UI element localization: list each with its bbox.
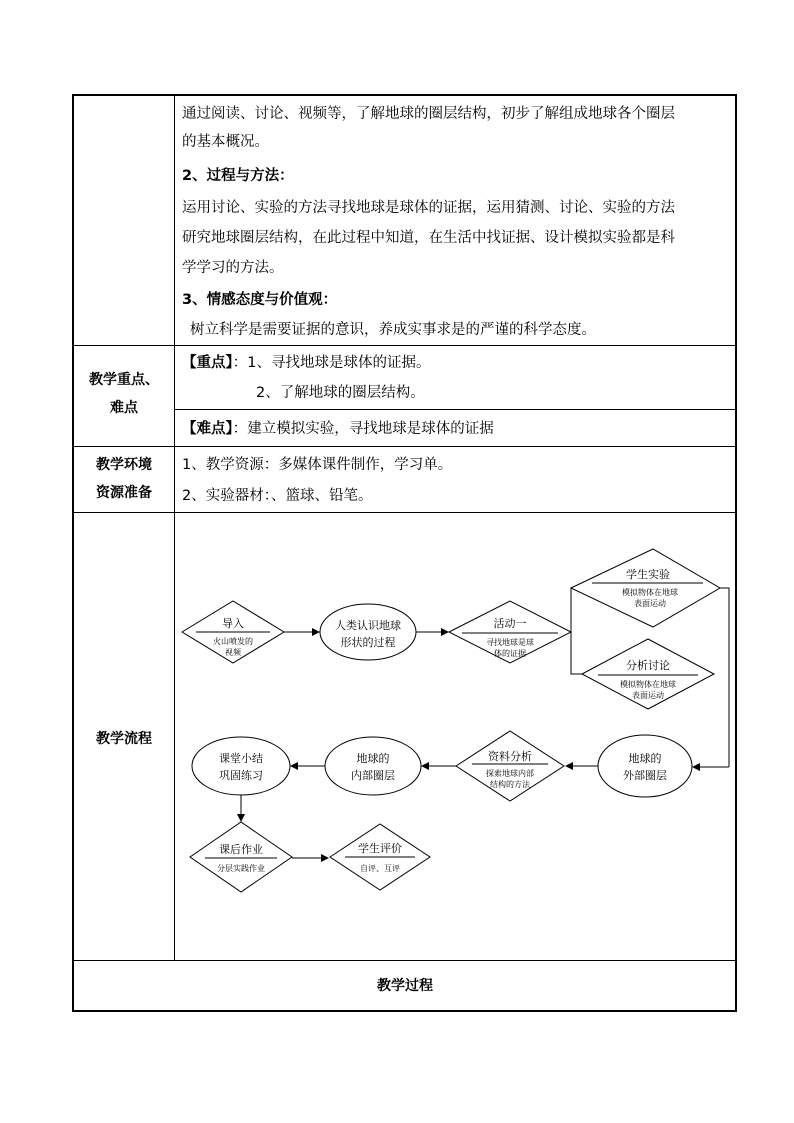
inner-layer-node [325,737,421,795]
summary-text: 巩固练习 [219,769,263,782]
outer-layer-text: 外部圈层 [623,769,667,782]
objective-text: 通过阅读、讨论、视频等，了解地球的圈层结构，初步了解组成地球各个圈层 [182,106,675,122]
process-method-text: 学学习的方法。 [182,260,284,276]
activity-title: 活动一 [493,617,527,630]
emotion-text: 树立科学是需要证据的意识，养成实事求是的严谨的科学态度。 [190,322,596,338]
flow-bracket-right [720,588,729,767]
homework-diamond [190,822,292,892]
objective-text: 的基本概况。 [182,134,269,150]
key-tag: 【重点】 [182,355,233,371]
intro-title: 导入 [222,617,244,630]
data-analysis-sub: 探索地球内部 [486,769,534,778]
homework-title: 课后作业 [219,843,263,856]
activity-sub: 寻找地球是球 [486,638,534,647]
discussion-sub: 表面运动 [632,691,664,700]
key-point-text: ：1、寻找地球是球体的证据。 [232,355,431,371]
homework-sub: 分层实践作业 [217,864,265,873]
discussion-title: 分析讨论 [626,659,670,672]
flow-bracket-left [571,632,582,674]
data-analysis-diamond [456,731,564,801]
evaluation-title: 学生评价 [358,842,402,855]
resource-item: 2、实验器材：、篮球、铅笔。 [182,488,373,504]
resource-item: 1、教学资源：多媒体课件制作，学习单。 [182,457,453,473]
cognition-text: 人类认识地球 [335,619,401,632]
evaluation-sub: 自评、互评 [360,864,400,873]
experiment-title: 学生实验 [626,568,670,581]
data-analysis-sub: 结构的方法 [490,780,530,789]
process-method-heading: 2、过程与方法： [182,168,294,184]
resources-label-line: 教学环境 [96,457,152,473]
cognition-node [320,604,416,660]
cognition-text: 形状的过程 [340,636,396,649]
discussion-sub: 模拟物体在地球 [620,680,676,689]
process-method-text: 研究地球圈层结构，在此过程中知道，在生活中找证据、设计模拟实验都是科 [182,230,675,246]
process-method-text: 运用讨论、实验的方法寻找地球是球体的证据，运用猜测、讨论、实验的方法 [182,200,675,216]
resources-label-line: 资源准备 [96,485,152,501]
key-points-label-line: 教学重点、 [89,372,159,388]
activity-sub: 体的证据 [494,649,526,658]
summary-node [192,737,290,795]
outer-layer-text: 地球的 [628,752,662,765]
key-point-item: 2、了解地球的圈层结构。 [256,385,425,401]
difficult-tag: 【难点】 [182,421,233,437]
teaching-process-title: 教学过程 [377,978,433,994]
inner-layer-text: 内部圈层 [351,769,395,782]
experiment-sub: 模拟物体在地球 [622,588,678,597]
flow-label: 教学流程 [96,731,152,747]
intro-sub: 火山喷发的 [213,637,253,646]
data-analysis-title: 资料分析 [488,750,532,763]
emotion-heading: 3、情感态度与价值观： [182,292,338,308]
intro-sub: 视频 [225,648,241,657]
outer-layer-node [598,735,692,797]
experiment-sub: 表面运动 [634,599,666,608]
difficult-point-text: ：建立模拟实验，寻找地球是球体的证据 [232,421,494,437]
key-points-label-line: 难点 [110,400,138,416]
summary-text: 课堂小结 [219,752,263,765]
inner-layer-text: 地球的 [356,752,390,765]
